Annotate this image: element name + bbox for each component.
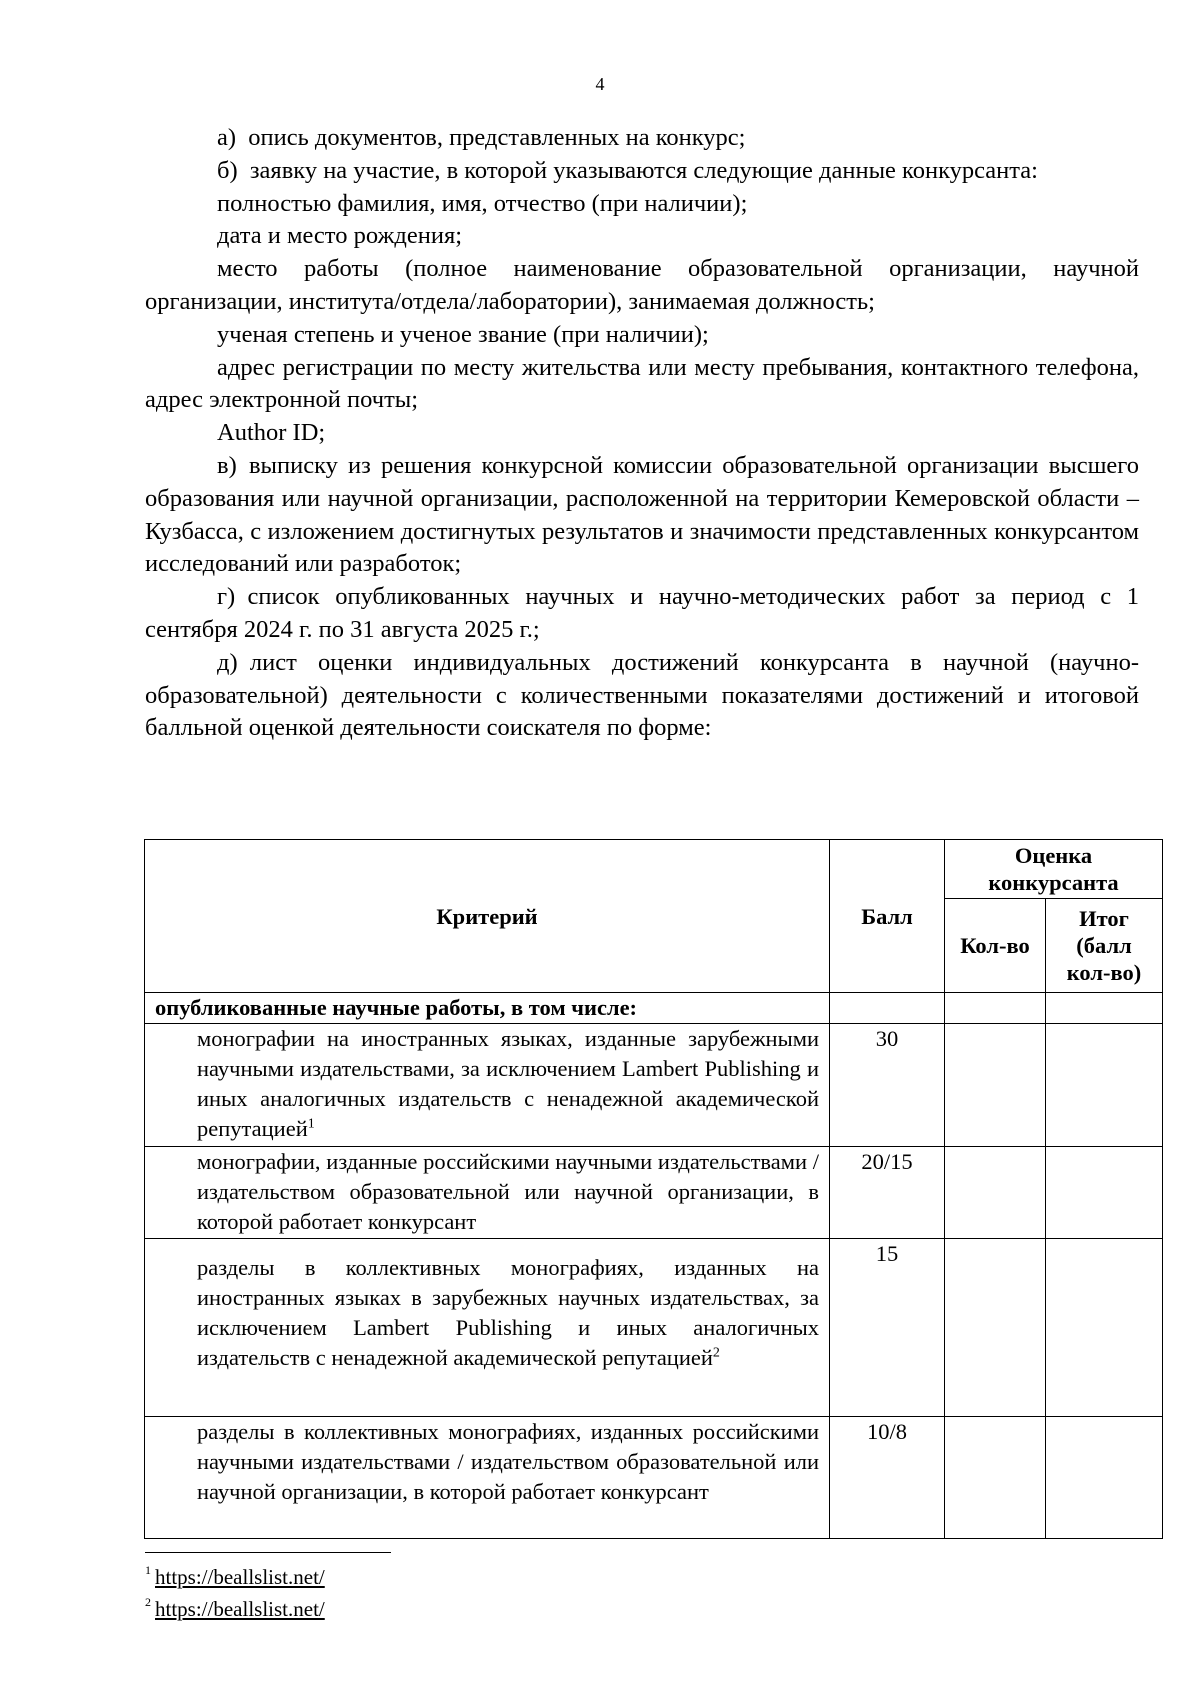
footnote-separator [145, 1552, 391, 1553]
header-assessment: Оценка конкурсанта [945, 840, 1163, 899]
empty-cell [830, 993, 945, 1024]
paragraph-a: а) опись документов, представленных на конкурс; [217, 124, 746, 151]
paragraph-full-name: полностью фамилия, имя, отчество (при наличии); [217, 189, 748, 217]
footnote-mark: 1 [145, 1563, 151, 1577]
total-input-cell[interactable] [1046, 1024, 1163, 1147]
footnote-2 [145, 1593, 325, 1625]
table-row [145, 1417, 1163, 1539]
footnote-link[interactable]: https://beallslist.net/ [155, 1597, 325, 1621]
count-input-cell[interactable] [945, 1417, 1046, 1539]
header-total: Итог (балл кол-во) [1046, 899, 1163, 993]
paragraph-birth: дата и место рождения; [217, 222, 463, 250]
footnote-mark: 2 [145, 1595, 151, 1609]
paragraph-g: г) список опубликованных научных и научно-методических работ за период с 1 сентября 2024 г. по 31 августа 2025 г.; [145, 583, 1139, 643]
paragraph-workplace: место работы (полное наименование образовательной организации, научной организации, института/отдела/лаборатории), занимаемая должность; [145, 255, 1139, 315]
total-input-cell[interactable] [1046, 993, 1163, 1024]
footnote-ref: 2 [712, 1345, 720, 1361]
score-cell: 20/15 [830, 1147, 945, 1239]
footnote-1 [145, 1561, 325, 1593]
score-cell: 15 [830, 1239, 945, 1417]
header-criterion: Критерий [145, 840, 830, 993]
paragraph-author-id: Author ID; [217, 419, 326, 447]
paragraph-degree: ученая степень и ученое звание (при наличии); [217, 320, 709, 348]
count-input-cell[interactable] [945, 1147, 1046, 1239]
header-score: Балл [830, 840, 945, 993]
criterion-text: монографии, изданные российскими научными издательствами / издательством образовательной или научной организации, в которой работает конкурсант [197, 1149, 819, 1234]
criterion-cell [145, 1239, 830, 1417]
footnotes [145, 1561, 325, 1625]
paragraph-b: б) заявку на участие, в которой указываются следующие данные конкурсанта: [217, 156, 1038, 184]
count-input-cell[interactable] [945, 1024, 1046, 1147]
criterion-text: разделы в коллективных монографиях, изданных российскими научными издательствами / издательством образовательной или научной организации, в которой работает конкурсант [197, 1419, 819, 1504]
criterion-text: монографии на иностранных языках, изданные зарубежными научными издательствами, за исключением Lambert Publishing и иных аналогичных издательств с ненадежной академической репутацией [197, 1026, 819, 1141]
body-text [145, 122, 1139, 745]
paragraph-d: д) лист оценки индивидуальных достижений конкурсанта в научной (научно-образовательной) деятельности с количественными показателями достижений и итоговой балльной оценкой деятельности соискателя по форме: [145, 648, 1139, 742]
footnote-link[interactable]: https://beallslist.net/ [155, 1565, 325, 1589]
header-count: Кол-во [945, 899, 1046, 993]
total-input-cell[interactable] [1046, 1239, 1163, 1417]
criterion-cell [145, 1147, 830, 1239]
table-row [145, 1147, 1163, 1239]
section-title: опубликованные научные работы, в том числе: [145, 993, 830, 1024]
criterion-text: разделы в коллективных монографиях, изданных на иностранных языках в зарубежных научных издательствах, за исключением Lambert Publishing и иных аналогичных издательств с ненадежной академической репутацией [197, 1255, 819, 1370]
count-input-cell[interactable] [945, 1239, 1046, 1417]
table-row [145, 1024, 1163, 1147]
count-input-cell[interactable] [945, 993, 1046, 1024]
criterion-cell [145, 1024, 830, 1147]
paragraph-v: в) выписку из решения конкурсной комиссии образовательной организации высшего образования или научной организации, расположенной на территории Кемеровской области – Кузбасса, с изложением достигнутых результатов и значимости представленных конкурсантом исследований или разработок; [145, 451, 1139, 578]
score-cell: 30 [830, 1024, 945, 1147]
paragraph-address: адрес регистрации по месту жительства или месту пребывания, контактного телефона, адрес электронной почты; [145, 353, 1139, 414]
footnote-ref: 1 [307, 1116, 315, 1132]
score-cell: 10/8 [830, 1417, 945, 1539]
criterion-cell [145, 1417, 830, 1539]
table-row [145, 1239, 1163, 1417]
page-number: 4 [595, 74, 605, 94]
total-input-cell[interactable] [1046, 1417, 1163, 1539]
assessment-table [144, 839, 1163, 1539]
total-input-cell[interactable] [1046, 1147, 1163, 1239]
